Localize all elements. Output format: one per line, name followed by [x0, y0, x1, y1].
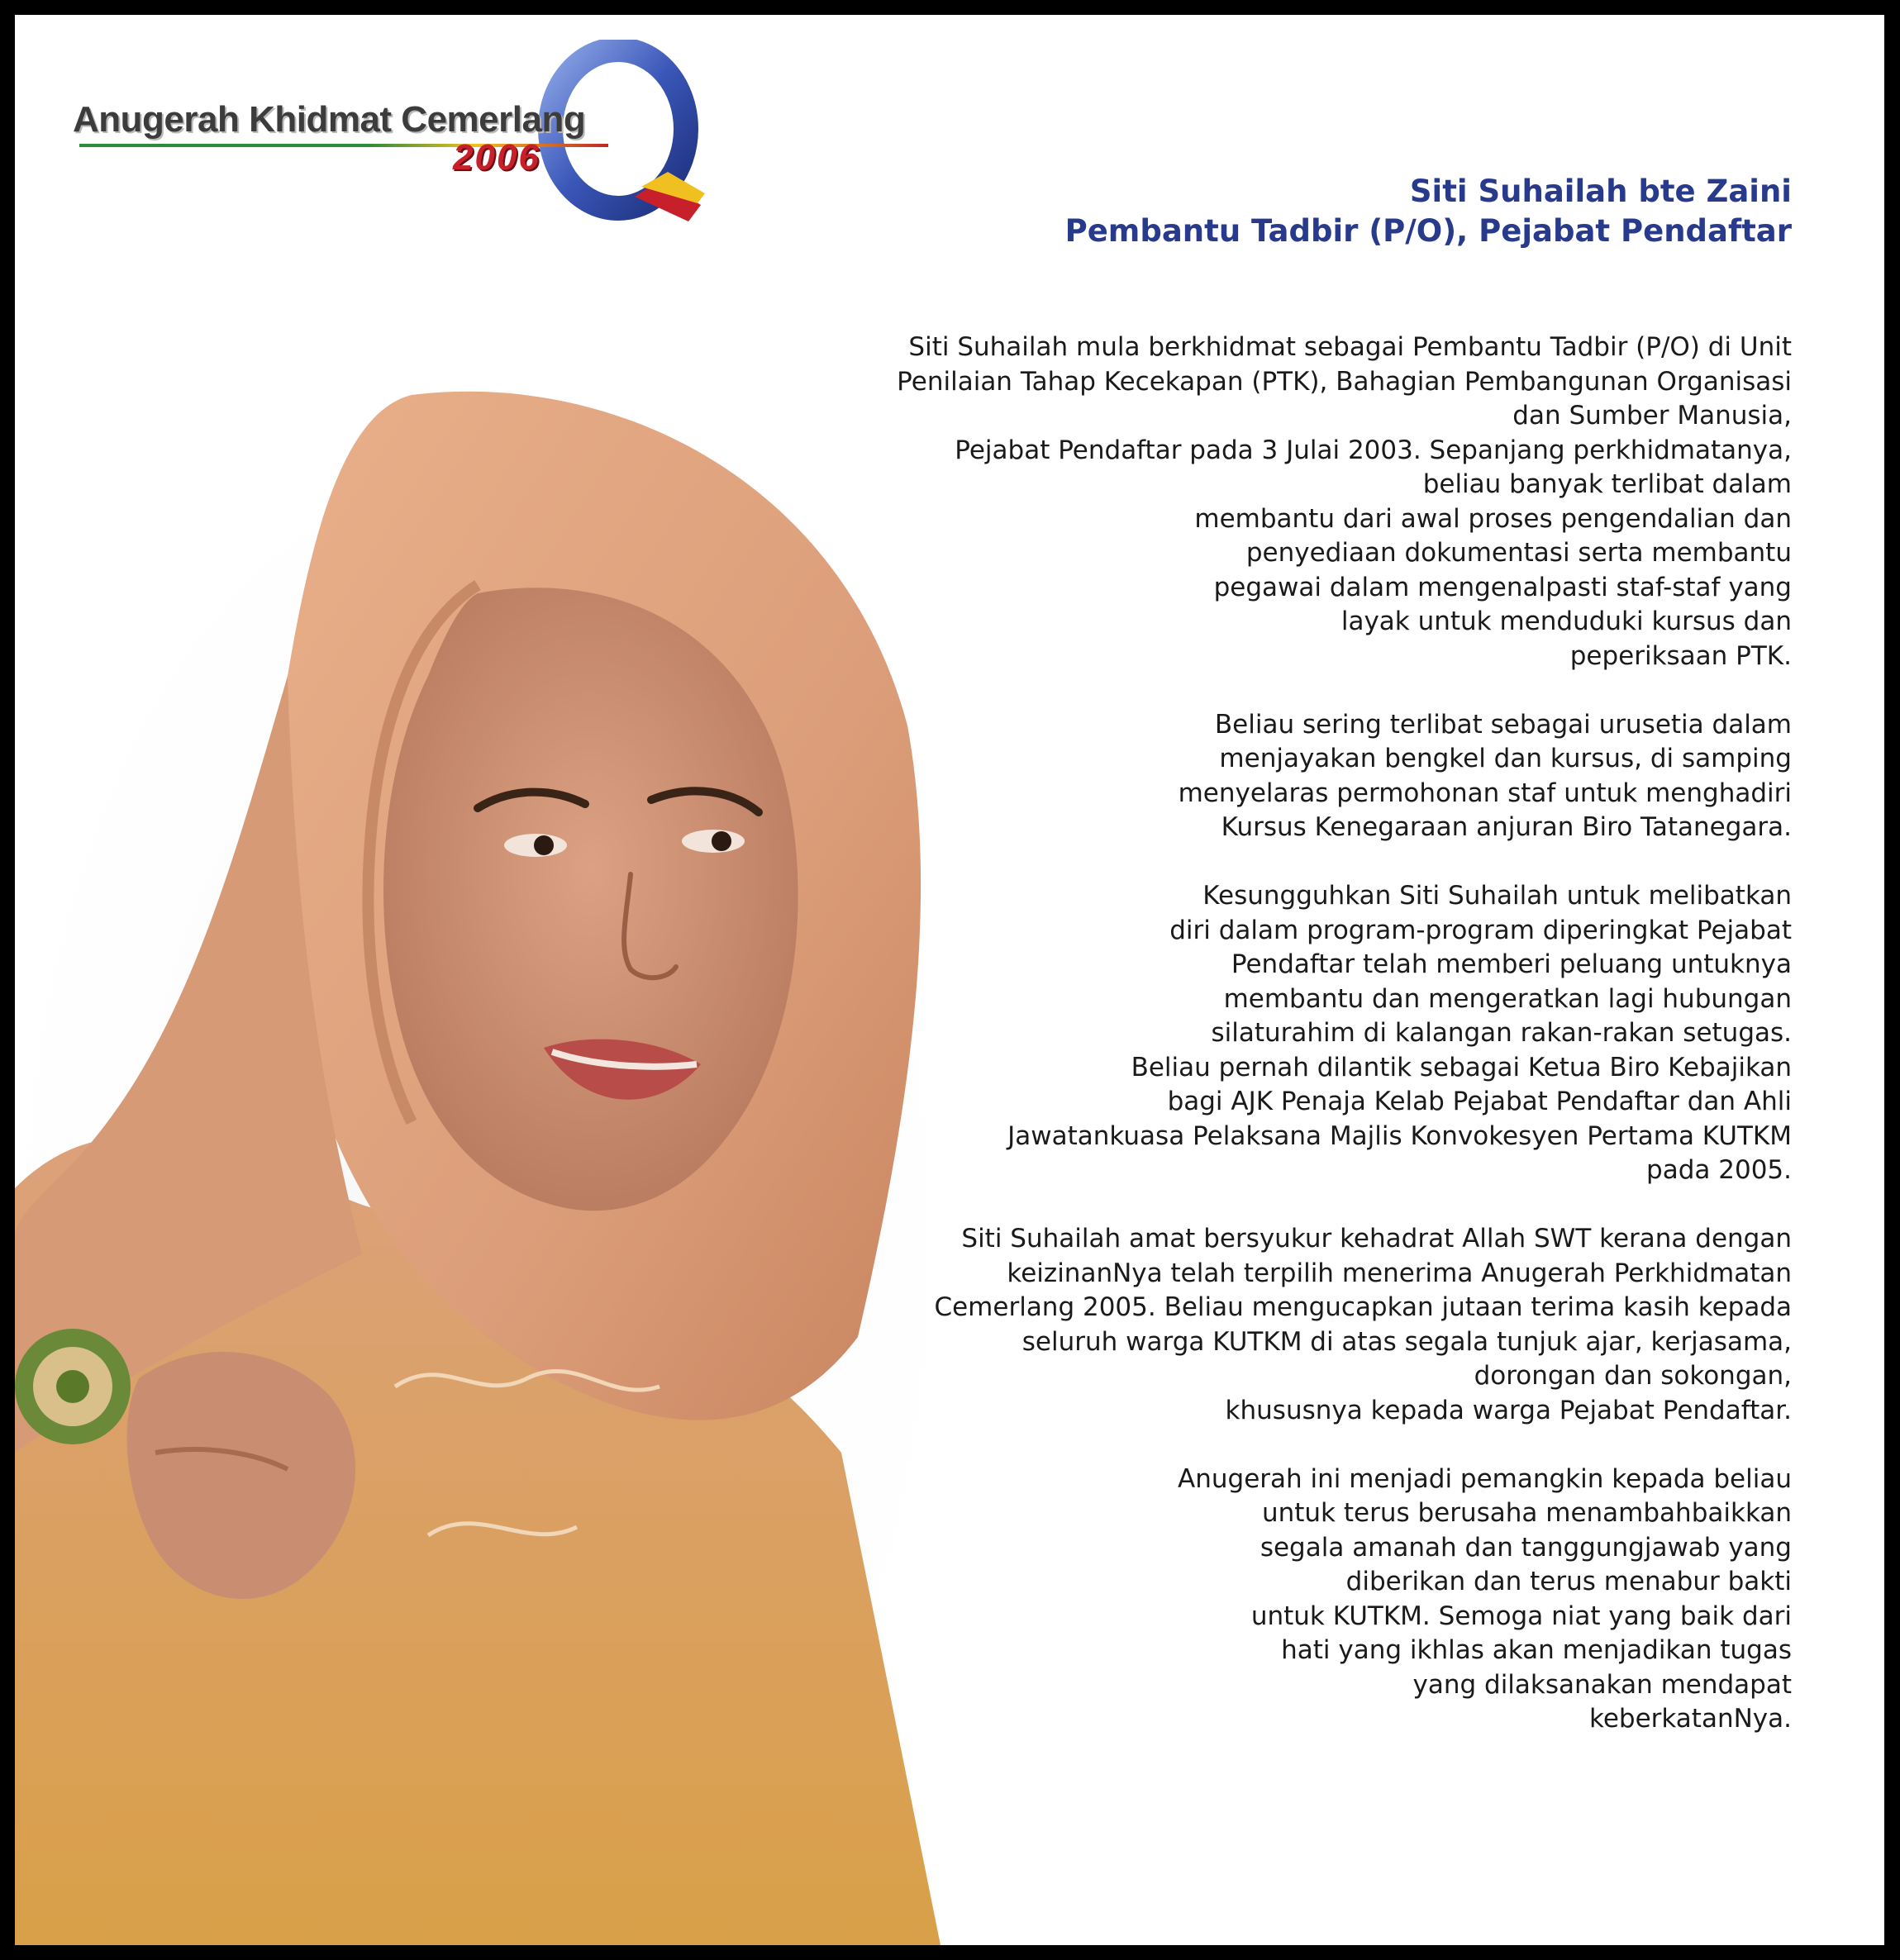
biography-line: pada 2005. — [1646, 1155, 1792, 1185]
biography-line: layak untuk menduduki kursus dan — [1340, 607, 1792, 636]
biography-line: keberkatanNya. — [1588, 1704, 1792, 1734]
biography-line: diberikan dan terus menabur bakti — [1345, 1567, 1792, 1596]
biography-line: membantu dari awal proses pengendalian dan — [1194, 503, 1792, 534]
recipient-role: Pembantu Tadbir (P/O), Pejabat Pendaftar — [1064, 213, 1792, 249]
biography-paragraph — [800, 708, 1792, 845]
biography-line: beliau banyak terlibat dalam — [1422, 469, 1792, 499]
biography-line: Beliau sering terlibat sebagai urusetia dalam — [1214, 709, 1792, 740]
biography-line: untuk KUTKM. Semoga niat yang baik dari — [1250, 1601, 1792, 1631]
biography-line: membantu dan mengeratkan lagi hubungan — [1223, 983, 1792, 1014]
biography-line: Pejabat Pendaftar pada 3 Julai 2003. Sepanjang perkhidmatanya, — [955, 435, 1792, 465]
biography-paragraph — [800, 879, 1792, 1188]
biography-line: hati yang ikhlas akan menjadikan tugas — [1281, 1635, 1792, 1665]
biography-line: Kesungguhkan Siti Suhailah untuk melibatkan — [1202, 881, 1792, 911]
biography-line: Anugerah ini menjadi pemangkin kepada beliau — [1178, 1463, 1792, 1494]
biography-line: Jawatankuasa Pelaksana Majlis Konvokesyen Pertama KUTKM — [1007, 1120, 1792, 1151]
biography-paragraph — [800, 331, 1792, 673]
biography-line: silaturahim di kalangan rakan-rakan setugas. — [1211, 1018, 1792, 1048]
biography-line: Beliau pernah dilantik sebagai Ketua Biro Kebajikan — [1131, 1052, 1792, 1082]
biography-line: bagi AJK Penaja Kelab Pejabat Pendaftar dan Ahli — [1167, 1087, 1792, 1116]
biography-line: dorongan dan sokongan, — [1474, 1361, 1792, 1391]
biography-paragraph — [800, 1463, 1792, 1737]
biography-line: dan Sumber Manusia, — [1512, 401, 1792, 431]
logo-year: 2006 — [453, 137, 540, 178]
biography-line: yang dilaksanakan mendapat — [1412, 1669, 1792, 1700]
heading-block — [1065, 172, 1792, 251]
biography-line: khususnya kepada warga Pejabat Pendaftar. — [1225, 1395, 1792, 1425]
biography-line: Penilaian Tahap Kecekapan (PTK), Bahagian Pembangunan Organisasi — [897, 366, 1792, 397]
recipient-name: Siti Suhailah bte Zaini — [1409, 174, 1792, 209]
biography-line: Siti Suhailah amat bersyukur kehadrat Allah SWT kerana dengan — [961, 1224, 1792, 1254]
biography-line: Siti Suhailah mula berkhidmat sebagai Pembantu Tadbir (P/O) di Unit — [908, 332, 1792, 362]
biography-line: penyediaan dokumentasi serta membantu — [1245, 538, 1792, 568]
biography-line: Pendaftar telah memberi peluang untuknya — [1231, 949, 1792, 979]
biography-line: seluruh warga KUTKM di atas segala tunjuk ajar, kerjasama, — [1021, 1326, 1792, 1357]
biography-paragraph — [800, 1222, 1792, 1428]
biography-line: Kursus Kenegaraan anjuran Biro Tatanegara. — [1221, 812, 1792, 842]
biography-line: menjayakan bengkel dan kursus, di samping — [1219, 744, 1792, 773]
award-logo — [73, 40, 734, 238]
biography-line: untuk terus berusaha menambahbaikkan — [1261, 1498, 1792, 1528]
biography-text — [800, 331, 1792, 1771]
biography-line: pegawai dalam mengenalpasti staf-staf yang — [1213, 572, 1792, 602]
biography-line: keizinanNya telah terpilih menerima Anugerah Perkhidmatan — [1007, 1258, 1792, 1288]
award-page — [15, 15, 1884, 1945]
logo-title: Anugerah Khidmat Cemerlang — [73, 99, 586, 140]
biography-line: segala amanah dan tanggungjawab yang — [1260, 1532, 1792, 1563]
biography-line: menyelaras permohonan staf untuk menghadiri — [1178, 778, 1792, 808]
biography-line: Cemerlang 2005. Beliau mengucapkan jutaan terima kasih kepada — [934, 1292, 1792, 1322]
biography-line: peperiksaan PTK. — [1569, 640, 1792, 671]
biography-line: diri dalam program-program diperingkat Pejabat — [1169, 915, 1792, 945]
